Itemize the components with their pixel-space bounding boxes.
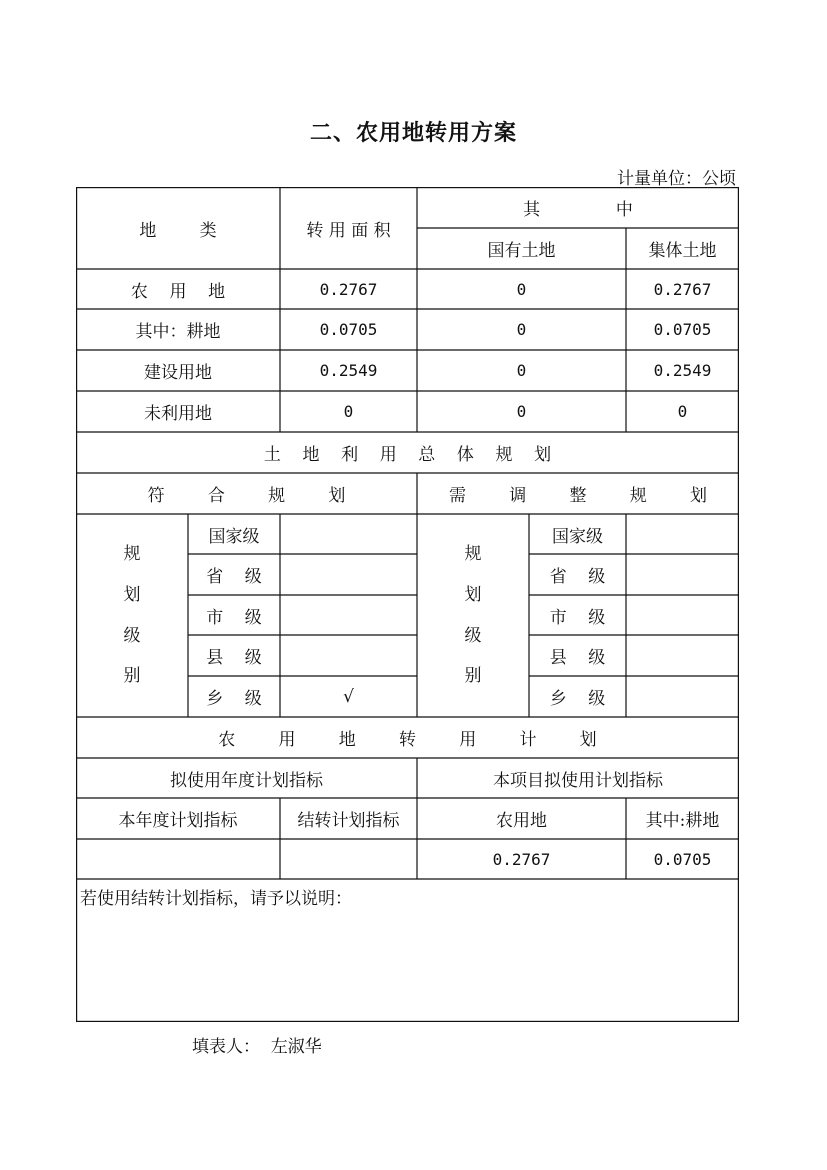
agri-land-value: 0.2767 [492, 849, 551, 869]
carryover-value [280, 839, 417, 879]
row-type: 其中：耕地 [135, 322, 221, 342]
header-converted-area: 转 用 面 积 [306, 220, 391, 241]
header-of-which: 其 中 [523, 200, 633, 220]
row-state: 0 [516, 279, 527, 299]
header-state-land: 国有土地 [487, 241, 556, 261]
arable-header: 其中:耕地 [645, 811, 720, 831]
plan-level-label: 规 划 级 别 [123, 544, 141, 687]
conform-plan-header: 符 合 规 划 [147, 486, 346, 506]
row-collective: 0.0705 [653, 320, 712, 339]
row-state: 0 [516, 320, 527, 339]
unit-label: 计量单位：公顷 [617, 169, 736, 189]
conversion-table [76, 187, 739, 1022]
level-county: 县 级 [206, 648, 262, 668]
row-area: 0.2767 [319, 279, 378, 299]
row-type: 建设用地 [144, 363, 212, 383]
annual-plan-indicator-header: 拟使用年度计划指标 [170, 770, 323, 791]
row-area: 0.0705 [319, 320, 378, 339]
row-collective: 0.2767 [653, 279, 712, 299]
conform-mark-township: √ [343, 686, 354, 707]
adjust-mark-provincial [626, 554, 739, 595]
row-state: 0 [516, 361, 527, 380]
row-area: 0.2549 [319, 361, 378, 380]
adjust-mark-county [626, 635, 739, 676]
adjust-level-city: 市 级 [549, 607, 606, 628]
row-collective: 0.2549 [653, 361, 712, 380]
carryover-indicator-header: 结转计划指标 [297, 811, 400, 831]
arable-value: 0.0705 [653, 849, 712, 869]
level-national: 国家级 [208, 526, 260, 547]
adjust-mark-township [626, 676, 739, 717]
adjust-mark-national [626, 514, 739, 554]
level-provincial: 省 级 [206, 567, 262, 587]
document-title: 二、农用地转用方案 [309, 121, 517, 146]
section-conversion-plan: 农 用 地 转 用 计 划 [218, 730, 597, 750]
row-type: 农 用 地 [130, 281, 226, 302]
row-area: 0 [343, 402, 354, 421]
carryover-note-label: 若使用结转计划指标，请予以说明： [80, 889, 352, 909]
header-collective-land: 集体土地 [648, 241, 717, 261]
adjust-plan-header: 需 调 整 规 划 [449, 486, 707, 506]
adjust-level-provincial: 省 级 [549, 567, 606, 587]
adjust-level-county: 县 级 [549, 648, 606, 668]
row-type: 未利用地 [144, 404, 212, 424]
conform-mark-provincial [280, 554, 417, 595]
conform-mark-county [280, 635, 417, 676]
row-state: 0 [516, 402, 527, 421]
level-city: 市 级 [206, 607, 262, 628]
adjust-level-national: 国家级 [552, 526, 603, 547]
conform-mark-national [280, 514, 417, 554]
agri-land-header: 农用地 [496, 811, 547, 831]
header-land-type: 地 类 [139, 220, 217, 241]
adjust-level-label: 规 划 级 别 [464, 544, 482, 687]
row-collective: 0 [677, 402, 688, 421]
current-year-value [76, 839, 280, 879]
adjust-level-township: 乡 级 [549, 689, 606, 709]
section-land-use-plan: 土 地 利 用 总 体 规 划 [263, 445, 552, 465]
current-year-indicator-header: 本年度计划指标 [118, 811, 238, 831]
adjust-mark-city [626, 595, 739, 635]
level-township: 乡 级 [206, 689, 262, 709]
project-plan-indicator-header: 本项目拟使用计划指标 [493, 770, 663, 791]
conform-mark-city [280, 595, 417, 635]
form-filler: 填表人： 左淑华 [192, 1037, 322, 1057]
